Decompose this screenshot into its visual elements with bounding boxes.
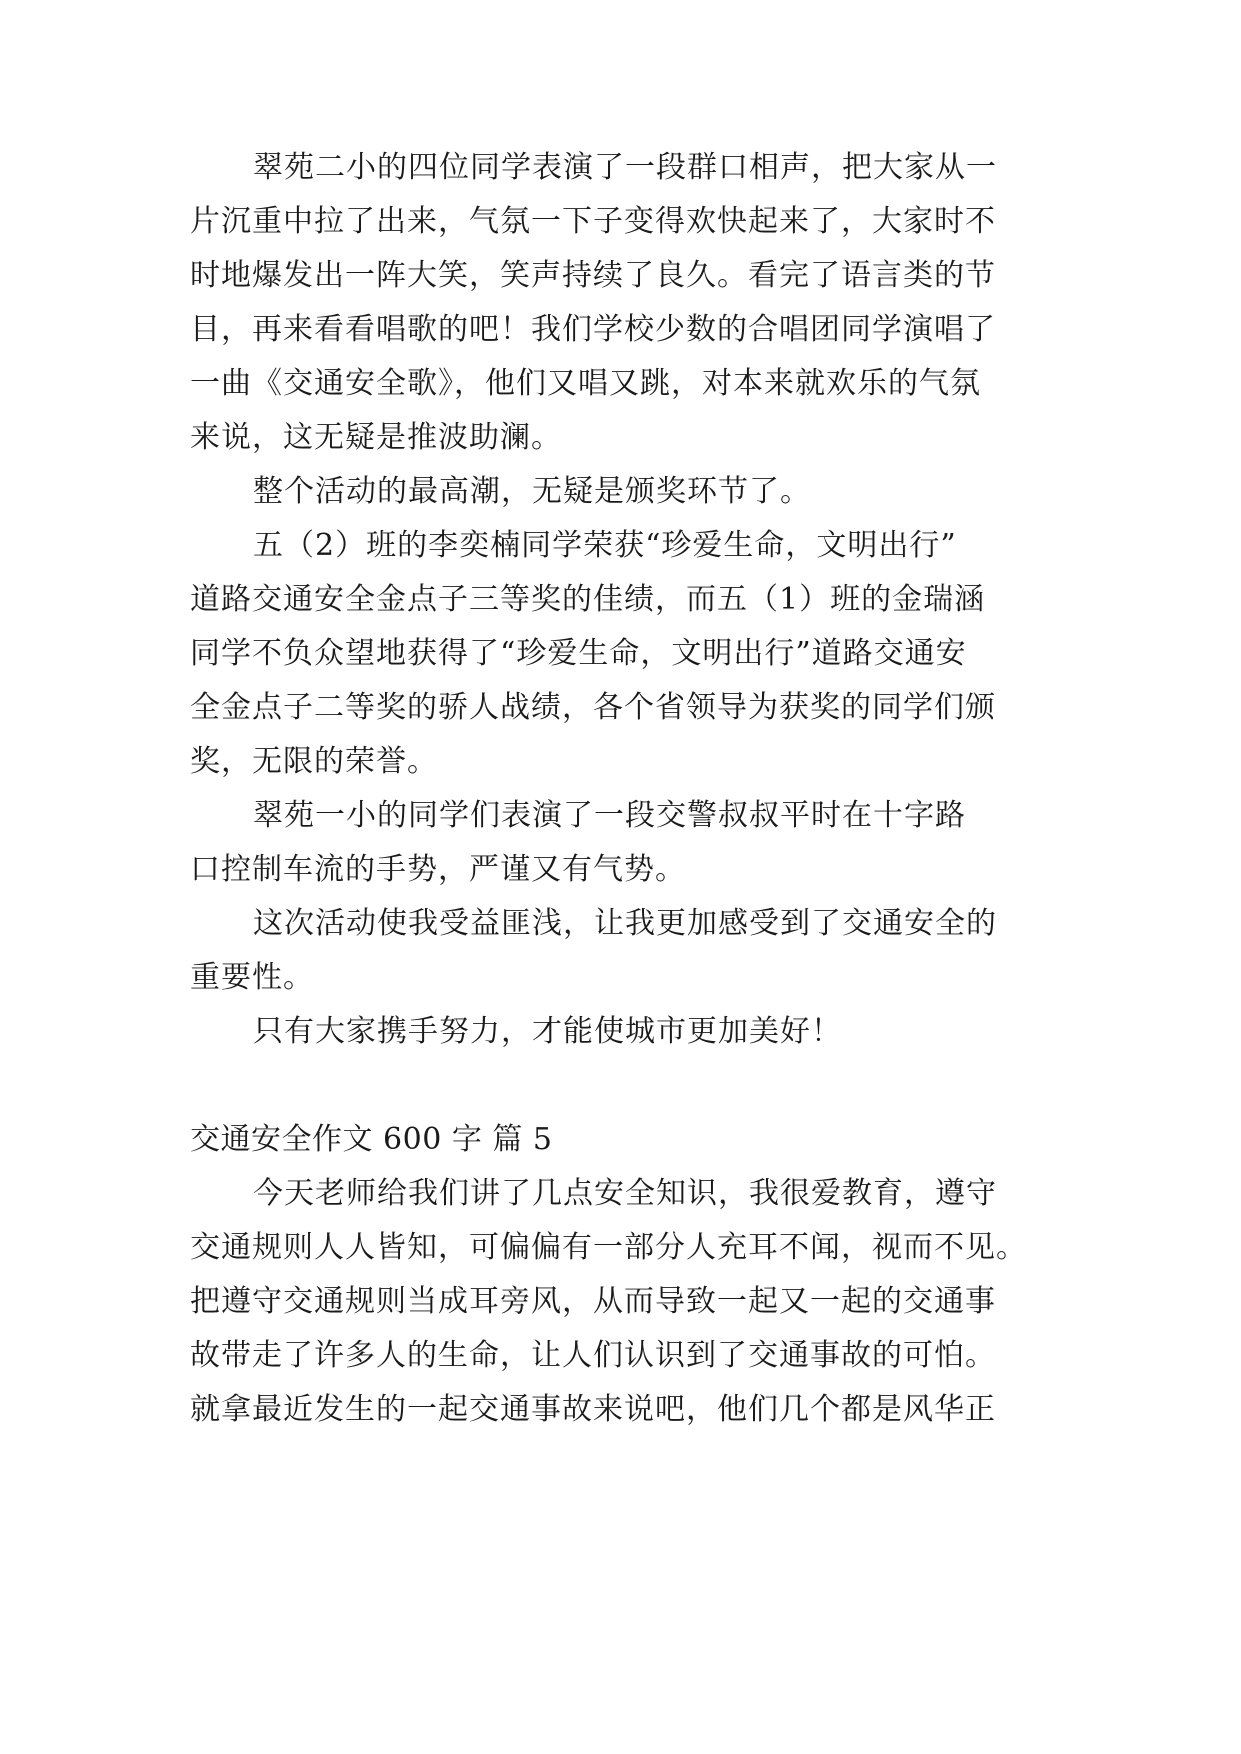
text-line: 一曲《交通安全歌》，他们又唱又跳，对本来就欢乐的气氛 — [190, 366, 981, 401]
text-line: 就拿最近发生的一起交通事故来说吧，他们几个都是风华正 — [190, 1392, 996, 1427]
text-line: 整个活动的最高潮，无疑是颁奖环节了。 — [253, 474, 811, 509]
text-line: 道路交通安全金点子三等奖的佳绩，而五（1）班的金瑞涵 — [190, 582, 986, 617]
text-line: 同学不负众望地获得了“珍爱生命，文明出行”道路交通安 — [190, 636, 967, 671]
text-line: 口控制车流的手势，严谨又有气势。 — [190, 852, 686, 887]
text-line: 今天老师给我们讲了几点安全知识，我很爱教育，遵守 — [253, 1176, 997, 1211]
text-line: 片沉重中拉了出来，气氛一下子变得欢快起来了，大家时不 — [190, 204, 996, 239]
text-line: 全金点子二等奖的骄人战绩，各个省领导为获奖的同学们颁 — [190, 690, 996, 725]
text-line: 目，再来看看唱歌的吧！我们学校少数的合唱团同学演唱了 — [190, 312, 996, 347]
text-line: 重要性。 — [190, 960, 314, 995]
text-line: 只有大家携手努力，才能使城市更加美好！ — [253, 1014, 842, 1049]
text-line: 故带走了许多人的生命，让人们认识到了交通事故的可怕。 — [190, 1338, 996, 1373]
text-line: 来说，这无疑是推波助澜。 — [190, 420, 562, 455]
text-line: 这次活动使我受益匪浅，让我更加感受到了交通安全的 — [253, 906, 997, 941]
text-line: 交通规则人人皆知，可偏偏有一部分人充耳不闻，视而不见。 — [190, 1230, 1027, 1265]
text-line: 时地爆发出一阵大笑，笑声持续了良久。看完了语言类的节 — [190, 258, 996, 293]
text-line: 奖，无限的荣誉。 — [190, 744, 438, 779]
text-line: 把遵守交通规则当成耳旁风，从而导致一起又一起的交通事 — [190, 1284, 996, 1319]
text-line: 翠苑一小的同学们表演了一段交警叔叔平时在十字路 — [253, 798, 966, 833]
section-heading: 交通安全作文 600 字 篇 5 — [190, 1122, 553, 1157]
text-line: 五（2）班的李奕楠同学荣获“珍爱生命，文明出行” — [253, 528, 957, 563]
text-line: 翠苑二小的四位同学表演了一段群口相声，把大家从一 — [253, 150, 997, 185]
